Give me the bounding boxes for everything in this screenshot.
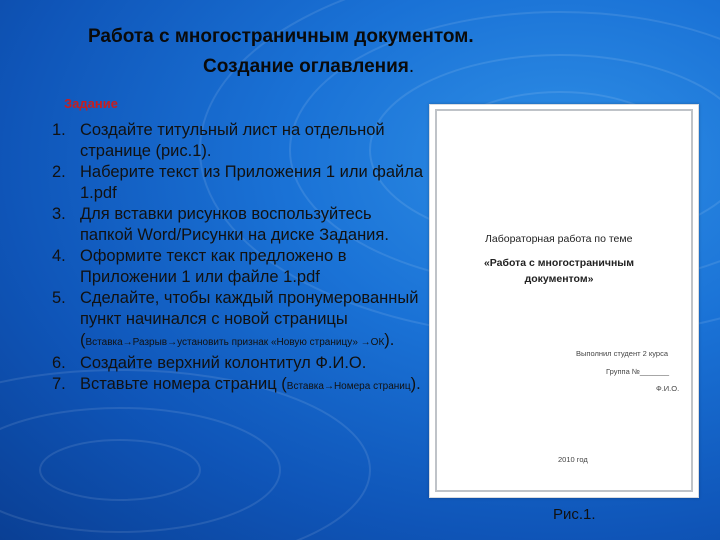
- preview-year: 2010 год: [558, 455, 588, 464]
- slide-title-line2-text: Создание оглавления: [203, 56, 409, 77]
- preview-title: Лабораторная работа по теме: [485, 233, 633, 245]
- task-text: Создайте верхний колонтитул Ф.И.О.: [80, 354, 367, 372]
- task-number: 3.: [52, 205, 66, 223]
- task-list: [52, 120, 424, 397]
- title-page-frame: [435, 109, 693, 492]
- task-text: Вставьте номера страниц: [80, 375, 282, 393]
- task-text: Наберите текст из Приложения 1 или файла 1.pdf: [80, 163, 424, 202]
- task-text: Создайте титульный лист на отдельной странице (рис.1).: [80, 121, 385, 160]
- task-number: 7.: [52, 375, 66, 393]
- preview-subtitle-line2: документом»: [524, 273, 594, 285]
- task-item: [52, 246, 424, 288]
- task-item: [52, 374, 424, 397]
- task-number: 4.: [52, 247, 66, 265]
- task-number: 2.: [52, 163, 66, 181]
- task-item: [52, 120, 424, 162]
- task-item: [52, 353, 424, 374]
- task-hint-close: ).: [384, 331, 395, 349]
- figure-caption: Рис.1.: [553, 506, 596, 523]
- task-label: Задание: [64, 96, 118, 111]
- slide-title-line1: Работа с многостраничным документом.: [88, 26, 474, 47]
- slide-title: [0, 22, 720, 82]
- task-text: Сделайте, чтобы каждый пронумерованный пункт начинался с новой страницы: [80, 289, 419, 328]
- title-page-preview: [429, 104, 699, 498]
- task-hint: Вставка→Разрыв→установить признак «Новую страницу» →ОК: [85, 337, 385, 348]
- task-number: 6.: [52, 354, 66, 372]
- preview-subtitle-line1: «Работа с многостраничным: [483, 257, 635, 269]
- task-text: Оформите текст как предложено в Приложении 1 или файле 1.pdf: [80, 247, 347, 286]
- task-item: [52, 162, 424, 204]
- task-hint-close: ).: [410, 375, 421, 393]
- slide-title-line2: [0, 52, 720, 82]
- preview-name: Ф.И.О.: [656, 384, 680, 393]
- task-item: [52, 288, 424, 353]
- task-hint-open: (: [281, 375, 287, 393]
- preview-group: Группа №_______: [606, 367, 670, 376]
- task-hint: Вставка→Номера страниц: [286, 381, 411, 392]
- task-number: 5.: [52, 289, 66, 307]
- task-hint-open: (: [80, 331, 86, 349]
- preview-performed-by: Выполнил студент 2 курса: [576, 349, 668, 358]
- task-number: 1.: [52, 121, 66, 139]
- task-item: [52, 204, 424, 246]
- preview-subtitle: [430, 255, 688, 287]
- task-text: Для вставки рисунков воспользуйтесь папкой Word/Рисунки на диске Задания.: [80, 205, 389, 244]
- slide-title-line2-dot: .: [408, 56, 415, 77]
